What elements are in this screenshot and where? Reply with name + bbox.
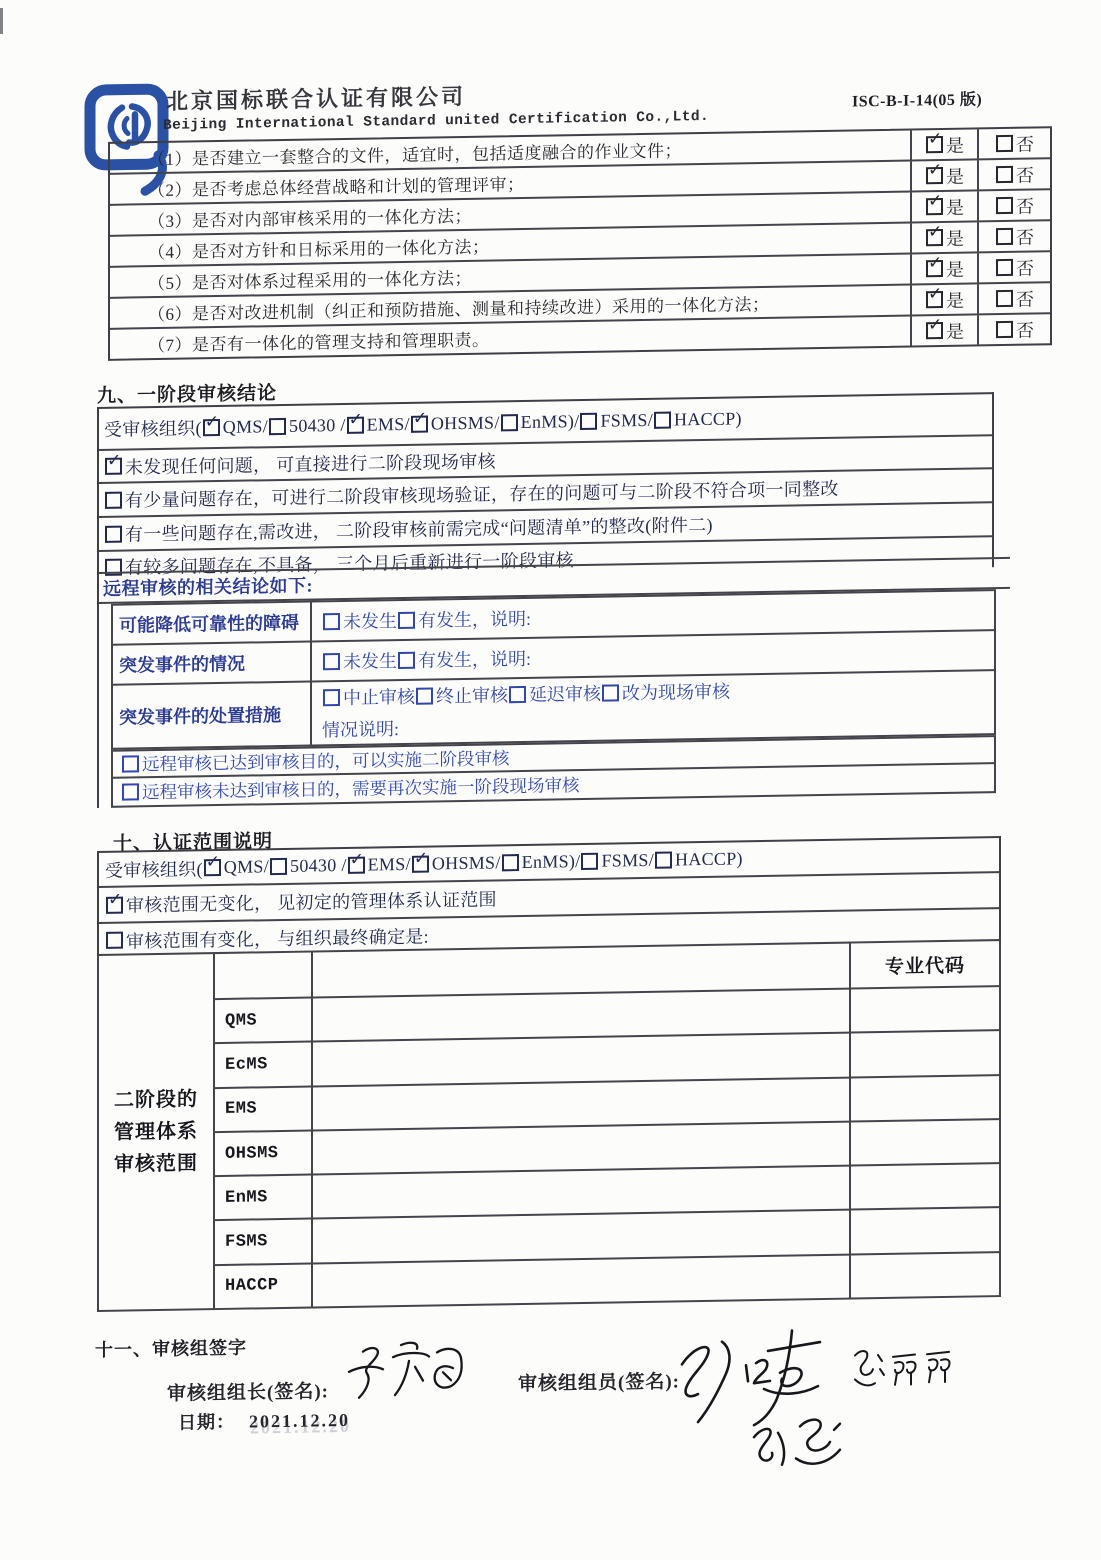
no-label: 否: [1016, 165, 1034, 186]
checkbox-unchecked[interactable]: [270, 858, 287, 875]
yes-label: 是: [946, 290, 964, 311]
no-answer-cell[interactable]: [977, 252, 1050, 282]
yes-label: 是: [946, 321, 964, 342]
yes-label: 是: [946, 135, 964, 156]
checkbox-checked[interactable]: [411, 408, 428, 432]
no-label: 否: [1016, 196, 1034, 217]
text-segment: 远程审核未达到审核日的，需要再次实施一阶段现场审核: [142, 775, 580, 803]
profession-code-input-cell[interactable]: [851, 1164, 999, 1209]
scope-input-cell[interactable]: [313, 990, 849, 1041]
text-segment: OHSMS/: [430, 411, 500, 434]
remote-row-label: 可能降低可靠性的障碍: [113, 603, 310, 644]
scope-input-cell[interactable]: [313, 1255, 849, 1306]
text-segment: 有发生，说明:: [418, 608, 532, 631]
scope-input-cell[interactable]: [313, 1034, 849, 1085]
profession-code-header: 专业代码: [851, 941, 999, 987]
yes-answer-cell[interactable]: [910, 315, 977, 345]
checkbox-checked[interactable]: [926, 284, 943, 308]
company-name-cn: 北京国标联合认证有限公司: [166, 83, 467, 114]
yes-answer-cell[interactable]: [910, 160, 977, 190]
stage2-scope-grid: [97, 939, 1001, 1312]
text-segment: 审核范围有变化， 与组织最终确定是:: [126, 926, 429, 952]
text-segment: QMS/: [223, 856, 270, 877]
remote-audit-title: 远程审核的相关结论如下:: [99, 557, 1010, 604]
system-label-fsms: FSMS: [215, 1220, 311, 1264]
check-icon: ✓: [107, 450, 122, 471]
no-label: 否: [1016, 258, 1034, 279]
checkbox-checked[interactable]: [926, 315, 943, 339]
no-answer-cell[interactable]: [977, 283, 1050, 313]
checkbox-checked[interactable]: [926, 191, 943, 215]
system-label-ecms: EcMS: [215, 1043, 311, 1087]
scope-grid-empty-cell: [313, 944, 849, 997]
no-answer-cell[interactable]: [977, 314, 1050, 344]
side-label-line: 审核范围: [114, 1152, 198, 1176]
text-segment: 未发生: [343, 651, 397, 672]
no-answer-cell[interactable]: [977, 159, 1050, 189]
scope-input-cell[interactable]: [313, 1167, 849, 1218]
checkbox-unchecked[interactable]: [654, 411, 671, 428]
date-line: [178, 1406, 350, 1435]
checkbox-checked[interactable]: [348, 849, 365, 874]
checkbox-unchecked[interactable]: [398, 611, 415, 628]
text-segment: FSMS/: [601, 849, 655, 871]
checkbox-checked[interactable]: [204, 852, 221, 876]
member-signature-2: [845, 1340, 970, 1402]
text-segment: 有较多问题存在,不具备， 三个月后重新进行一阶段审核: [125, 550, 574, 578]
text-segment: 受审核组织(: [104, 418, 202, 440]
checkbox-unchecked[interactable]: [996, 228, 1013, 245]
checkbox-checked[interactable]: [926, 160, 943, 184]
checkbox-unchecked[interactable]: [105, 491, 122, 508]
date-label: 日期：: [178, 1411, 235, 1433]
system-label-ohsms: OHSMS: [215, 1131, 311, 1175]
text-segment: 改为现场审核: [622, 681, 730, 704]
check-icon: ✓: [928, 160, 943, 181]
checkbox-checked[interactable]: [347, 409, 364, 433]
check-icon: ✓: [412, 408, 428, 429]
text-segment: 未发生: [343, 611, 397, 632]
text-segment: 50430 /: [289, 414, 346, 436]
date-value: 2021.12.20: [249, 1409, 350, 1432]
checklist-question: （2）是否考虑总体经营战略和计划的管理评审；: [148, 174, 525, 201]
check-icon: ✓: [205, 852, 221, 873]
checkbox-unchecked[interactable]: [106, 932, 123, 949]
remote-row-label: 突发事件的处置措施: [113, 683, 310, 748]
checklist-question: （1）是否建立一套整合的文件，适宜时，包括适度融合的作业文件；: [148, 141, 682, 170]
no-label: 否: [1016, 289, 1034, 310]
side-label-line: 二阶段的: [114, 1088, 198, 1112]
no-label: 否: [1016, 320, 1034, 341]
checklist-question: （7）是否有一体化的管理支持和管理职责。: [148, 330, 490, 356]
checkbox-unchecked[interactable]: [269, 417, 286, 434]
checkbox-unchecked[interactable]: [655, 852, 672, 869]
side-label-line: 管理体系: [114, 1120, 198, 1144]
no-answer-cell[interactable]: [977, 128, 1050, 158]
checkbox-unchecked[interactable]: [996, 166, 1013, 183]
text-segment: EnMS)/: [520, 410, 580, 432]
stage1-conclusion-table: [97, 392, 994, 582]
check-icon: ✓: [928, 191, 943, 212]
checkbox-unchecked[interactable]: [398, 651, 415, 668]
checkbox-checked[interactable]: [926, 129, 943, 153]
profession-code-input-cell[interactable]: [851, 987, 999, 1032]
checkbox-checked[interactable]: [105, 450, 122, 475]
remote-audit-block: [97, 557, 1010, 808]
yes-label: 是: [946, 166, 964, 187]
remote-audit-table: [111, 589, 996, 750]
no-answer-cell[interactable]: [977, 190, 1050, 220]
checklist-question: （3）是否对内部审核采用的一体化方法；: [148, 206, 472, 232]
remote-row-label: 突发事件的情况: [113, 643, 310, 684]
yes-label: 是: [946, 228, 964, 249]
yes-answer-cell[interactable]: [910, 284, 977, 314]
checkbox-unchecked[interactable]: [502, 854, 519, 871]
checkbox-checked[interactable]: [926, 253, 943, 277]
text-segment: 受审核组织(: [105, 858, 203, 881]
check-icon: ✓: [928, 222, 943, 243]
checkbox-unchecked[interactable]: [323, 613, 340, 630]
checklist-question: （5）是否对体系过程采用的一体化方法；: [148, 268, 472, 294]
checkbox-unchecked[interactable]: [602, 684, 619, 701]
scope-input-cell[interactable]: [313, 1078, 849, 1129]
checkbox-unchecked[interactable]: [122, 755, 139, 772]
scope-input-cell[interactable]: [313, 1122, 849, 1173]
no-label: 否: [1016, 227, 1034, 248]
yes-answer-cell[interactable]: [910, 129, 977, 159]
system-label-ems: EMS: [215, 1087, 311, 1131]
check-icon: ✓: [928, 284, 943, 305]
check-icon: ✓: [413, 848, 429, 869]
system-label-enms: EnMS: [215, 1176, 311, 1220]
profession-code-input-cell[interactable]: [851, 1253, 999, 1298]
check-icon: ✓: [349, 849, 365, 870]
no-label: 否: [1016, 134, 1034, 155]
team-member-signature-label: 审核组组员(签名):: [518, 1371, 680, 1396]
company-name-en: Beijing International Standard united Certification Co.,Ltd.: [163, 108, 710, 134]
checkbox-unchecked[interactable]: [996, 290, 1013, 307]
checkbox-unchecked[interactable]: [105, 525, 122, 542]
yes-answer-cell[interactable]: [910, 253, 977, 283]
remote-row-options: [322, 637, 994, 674]
remote-row-options: [322, 597, 994, 634]
profession-code-input-cell[interactable]: [851, 1120, 999, 1165]
yes-label: 是: [946, 259, 964, 280]
text-segment: 中止审核: [343, 686, 415, 708]
checkbox-unchecked[interactable]: [996, 321, 1013, 338]
text-segment: QMS/: [222, 415, 269, 437]
checkbox-checked[interactable]: [106, 889, 123, 913]
text-segment: HACCP): [675, 848, 743, 870]
profession-code-input-cell[interactable]: [851, 1076, 999, 1121]
text-segment: EMS/: [367, 853, 411, 875]
text-segment: EnMS)/: [521, 851, 581, 873]
check-icon: ✓: [928, 315, 943, 336]
checklist-question: （6）是否对改进机制（纠正和预防措施、测量和持续改进）采用的一体化方法；: [148, 294, 770, 325]
checkbox-unchecked[interactable]: [509, 685, 526, 702]
text-segment: 有一些问题存在,需改进， 二阶段审核前需完成“问题清单”的整改(附件二): [125, 514, 713, 545]
section9-title: 九、一阶段审核结论: [97, 383, 278, 408]
leader-signature: [335, 1336, 485, 1423]
checkbox-checked[interactable]: [412, 848, 429, 873]
checklist-question: （4）是否对方针和日标采用的一体化方法；: [148, 237, 490, 263]
text-segment: 终止审核: [436, 685, 508, 707]
text-segment: 审核范围无变化， 见初定的管理体系认证范围: [126, 889, 497, 916]
no-answer-cell[interactable]: [977, 221, 1050, 251]
text-segment: HACCP): [674, 407, 742, 429]
checkbox-unchecked[interactable]: [581, 853, 598, 870]
profession-code-input-cell[interactable]: [851, 1209, 999, 1254]
section10-title: 十、认证范围说明: [113, 831, 274, 855]
check-icon: ✓: [108, 889, 123, 910]
team-leader-signature-label: 审核组组长(签名):: [167, 1381, 329, 1405]
scope-grid-empty-cell: [215, 953, 311, 999]
checkbox-checked[interactable]: [203, 411, 220, 436]
text-segment: 未发现任何问题， 可直接进行二阶段现场审核: [125, 450, 496, 478]
text-segment: FSMS/: [600, 409, 654, 431]
integration-checklist-table: [108, 126, 1052, 361]
check-icon: ✓: [204, 411, 220, 432]
system-label-qms: QMS: [215, 999, 311, 1043]
checkbox-unchecked[interactable]: [996, 197, 1013, 214]
checkbox-unchecked[interactable]: [323, 689, 340, 706]
checkbox-checked[interactable]: [926, 222, 943, 246]
certification-scope-table: [97, 836, 1001, 957]
checkbox-unchecked[interactable]: [122, 783, 139, 800]
text-segment: 有发生，说明:: [418, 648, 532, 671]
profession-code-input-cell[interactable]: [851, 1031, 999, 1076]
check-icon: ✓: [928, 253, 943, 274]
checkbox-unchecked[interactable]: [501, 414, 518, 431]
checkbox-unchecked[interactable]: [323, 653, 340, 670]
checkbox-unchecked[interactable]: [416, 687, 433, 704]
yes-answer-cell[interactable]: [910, 222, 977, 252]
text-segment: 有少量问题存在，可进行二阶段审核现场验证，存在的问题可与二阶段不符合项一同整改: [125, 478, 839, 511]
text-segment: 延迟审核: [529, 683, 601, 705]
text-segment: OHSMS/: [431, 852, 501, 874]
checkbox-unchecked[interactable]: [580, 412, 597, 429]
document-code: ISC-B-I-14(05 版): [852, 91, 983, 111]
remote-row-note-label: 情况说明:: [322, 719, 400, 741]
stage2-scope-side-label: [99, 954, 213, 1310]
system-label-haccp: HACCP: [215, 1264, 311, 1308]
yes-answer-cell[interactable]: [910, 191, 977, 221]
member-signature-3: [742, 1405, 857, 1482]
scan-edge-artifact: [0, 8, 3, 34]
text-segment: 远程审核已达到审核目的，可以实施二阶段审核: [142, 748, 510, 775]
yes-label: 是: [946, 197, 964, 218]
checkbox-unchecked[interactable]: [996, 135, 1013, 152]
checkbox-unchecked[interactable]: [996, 259, 1013, 276]
check-icon: ✓: [348, 409, 364, 430]
check-icon: ✓: [928, 129, 943, 150]
section11-title: 十一、审核组签字: [95, 1337, 247, 1361]
text-segment: EMS/: [366, 413, 410, 435]
text-segment: 50430 /: [290, 854, 347, 876]
remote-row-options: [322, 673, 994, 710]
scope-input-cell[interactable]: [313, 1211, 849, 1262]
